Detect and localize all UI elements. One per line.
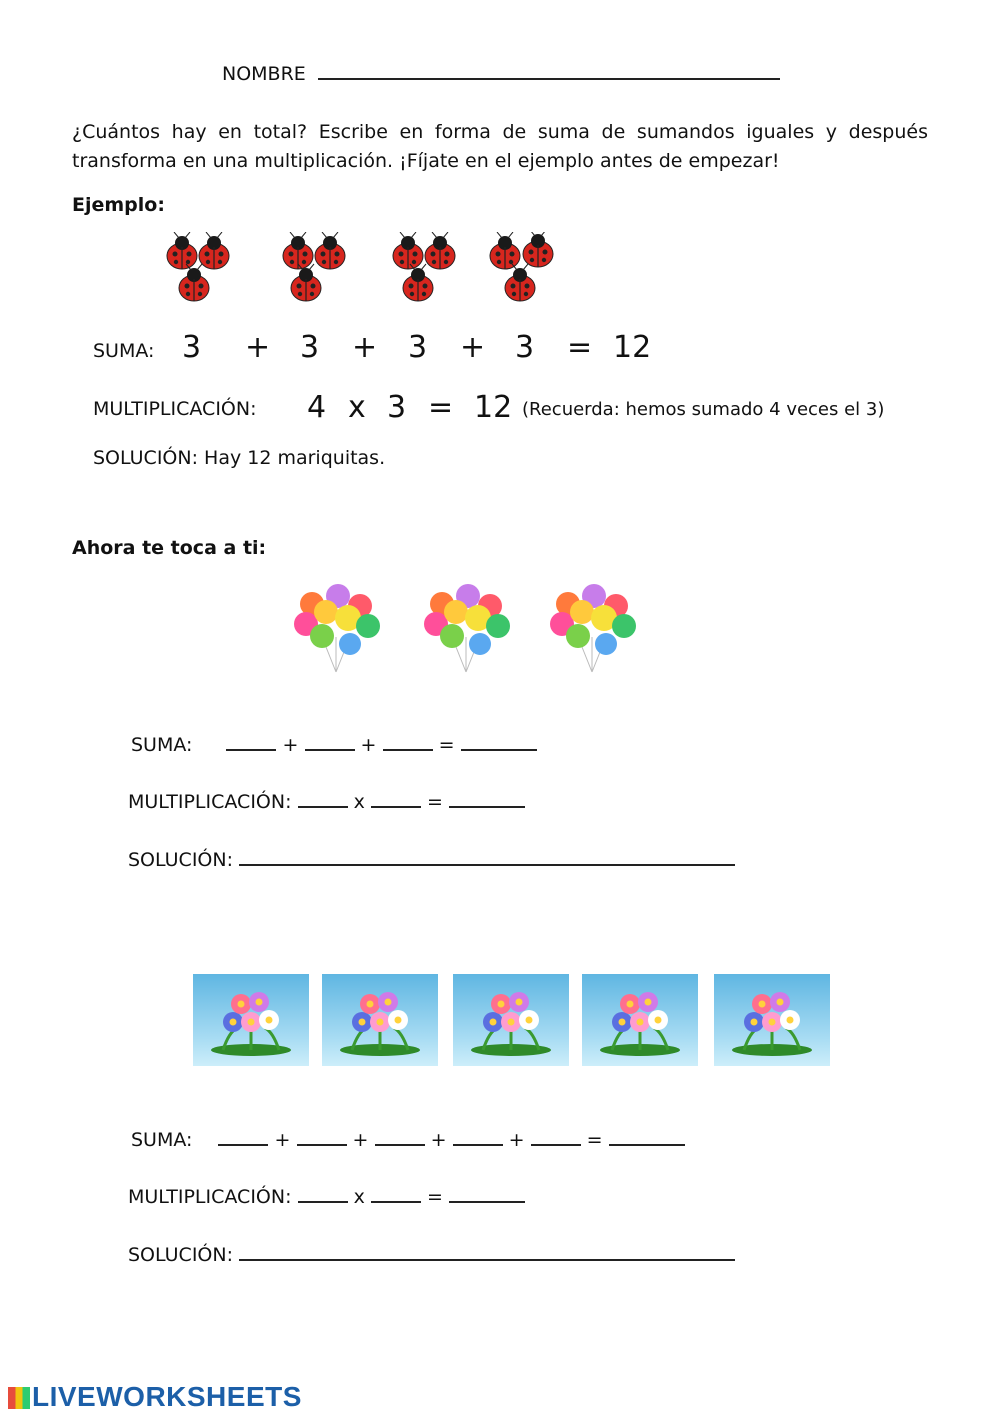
ladybug-groups: [150, 232, 580, 312]
solution-label: SOLUCIÓN:: [128, 1244, 234, 1266]
times-sign: x: [353, 791, 365, 813]
mult-equals: =: [428, 390, 454, 425]
suma-result-blank[interactable]: [609, 1126, 685, 1146]
suma-blank-2[interactable]: [297, 1126, 347, 1146]
balloon-bunches: [290, 582, 650, 678]
balloon-bunch-1: [294, 584, 380, 672]
suma-blank-2[interactable]: [305, 731, 355, 751]
suma-blank-1[interactable]: [226, 731, 276, 751]
mult-result-blank[interactable]: [449, 1183, 525, 1203]
balloon-bunch-3: [550, 584, 636, 672]
suma-blank-3[interactable]: [375, 1126, 425, 1146]
suma-equals: =: [567, 330, 593, 365]
example-solution: SOLUCIÓN: Hay 12 mariquitas.: [93, 447, 386, 469]
mult-result-blank[interactable]: [449, 788, 525, 808]
exercise2-mult: [128, 1183, 525, 1208]
exercise1-suma: [131, 731, 537, 756]
suma-blank-1[interactable]: [218, 1126, 268, 1146]
suma-term: 3: [300, 330, 320, 365]
exercise-heading: Ahora te toca a ti:: [72, 537, 267, 559]
plus-sign: +: [508, 1129, 525, 1151]
suma-operator: +: [460, 330, 486, 365]
suma-result-blank[interactable]: [461, 731, 537, 751]
flower-tile-3: [453, 974, 569, 1066]
logo-text: LIVEWORKSHEETS: [32, 1381, 302, 1412]
mult-blank-1[interactable]: [298, 788, 348, 808]
suma-term: 3: [515, 330, 535, 365]
ladybug-group-4: [490, 232, 553, 301]
suma-blank-3[interactable]: [383, 731, 433, 751]
solution-blank[interactable]: [239, 1241, 735, 1261]
suma-label: SUMA:: [131, 734, 193, 756]
equals-sign: =: [586, 1129, 603, 1151]
balloon-bunch-2: [424, 584, 510, 672]
plus-sign: +: [282, 734, 299, 756]
mult-blank-1[interactable]: [298, 1183, 348, 1203]
solution-label: SOLUCIÓN:: [128, 849, 234, 871]
ladybug-group-3: [393, 232, 455, 301]
suma-blank-5[interactable]: [531, 1126, 581, 1146]
suma-term: 3: [408, 330, 428, 365]
flower-tile-5: [714, 974, 830, 1066]
equals-sign: =: [426, 1186, 443, 1208]
name-line: [222, 60, 780, 85]
mult-factor: 3: [387, 390, 407, 425]
exercise1-solution: [128, 846, 735, 871]
suma-blank-4[interactable]: [453, 1126, 503, 1146]
example-suma-label: SUMA:: [93, 340, 155, 362]
example-heading: Ejemplo:: [72, 194, 165, 216]
instructions: ¿Cuántos hay en total? Escribe en forma de suma de sumandos iguales y después transforma en una multiplicación. ¡Fíjate en el ejemplo antes de empezar!: [72, 121, 928, 172]
suma-result: 12: [613, 330, 652, 365]
plus-sign: +: [430, 1129, 447, 1151]
name-label: NOMBRE: [222, 63, 306, 85]
mult-note: (Recuerda: hemos sumado 4 veces el 3): [522, 399, 885, 420]
example-mult-label: MULTIPLICACIÓN:: [93, 398, 257, 420]
mult-label: MULTIPLICACIÓN:: [128, 1186, 292, 1208]
exercise2-suma: [131, 1126, 685, 1151]
exercise2-solution: [128, 1241, 735, 1266]
mult-blank-2[interactable]: [371, 1183, 421, 1203]
flower-tile-4: [582, 974, 698, 1066]
mult-operator: x: [348, 390, 366, 425]
suma-term: 3: [182, 330, 202, 365]
plus-sign: +: [274, 1129, 291, 1151]
flower-tile-2: [322, 974, 438, 1066]
solution-blank[interactable]: [239, 846, 735, 866]
ladybug-group-2: [283, 232, 345, 301]
mult-factor: 4: [307, 390, 327, 425]
equals-sign: =: [426, 791, 443, 813]
equals-sign: =: [438, 734, 455, 756]
ladybug-group-1: [167, 232, 229, 301]
suma-operator: +: [352, 330, 378, 365]
mult-label: MULTIPLICACIÓN:: [128, 791, 292, 813]
logo-icon: [8, 1387, 30, 1409]
exercise1-mult: [128, 788, 525, 813]
plus-sign: +: [360, 734, 377, 756]
plus-sign: +: [352, 1129, 369, 1151]
liveworksheets-logo: [8, 1381, 302, 1413]
suma-label: SUMA:: [131, 1129, 193, 1151]
suma-operator: +: [245, 330, 271, 365]
mult-blank-2[interactable]: [371, 788, 421, 808]
flower-tile-1: [193, 974, 309, 1066]
mult-result: 12: [474, 390, 513, 425]
name-input[interactable]: [318, 60, 780, 80]
times-sign: x: [353, 1186, 365, 1208]
